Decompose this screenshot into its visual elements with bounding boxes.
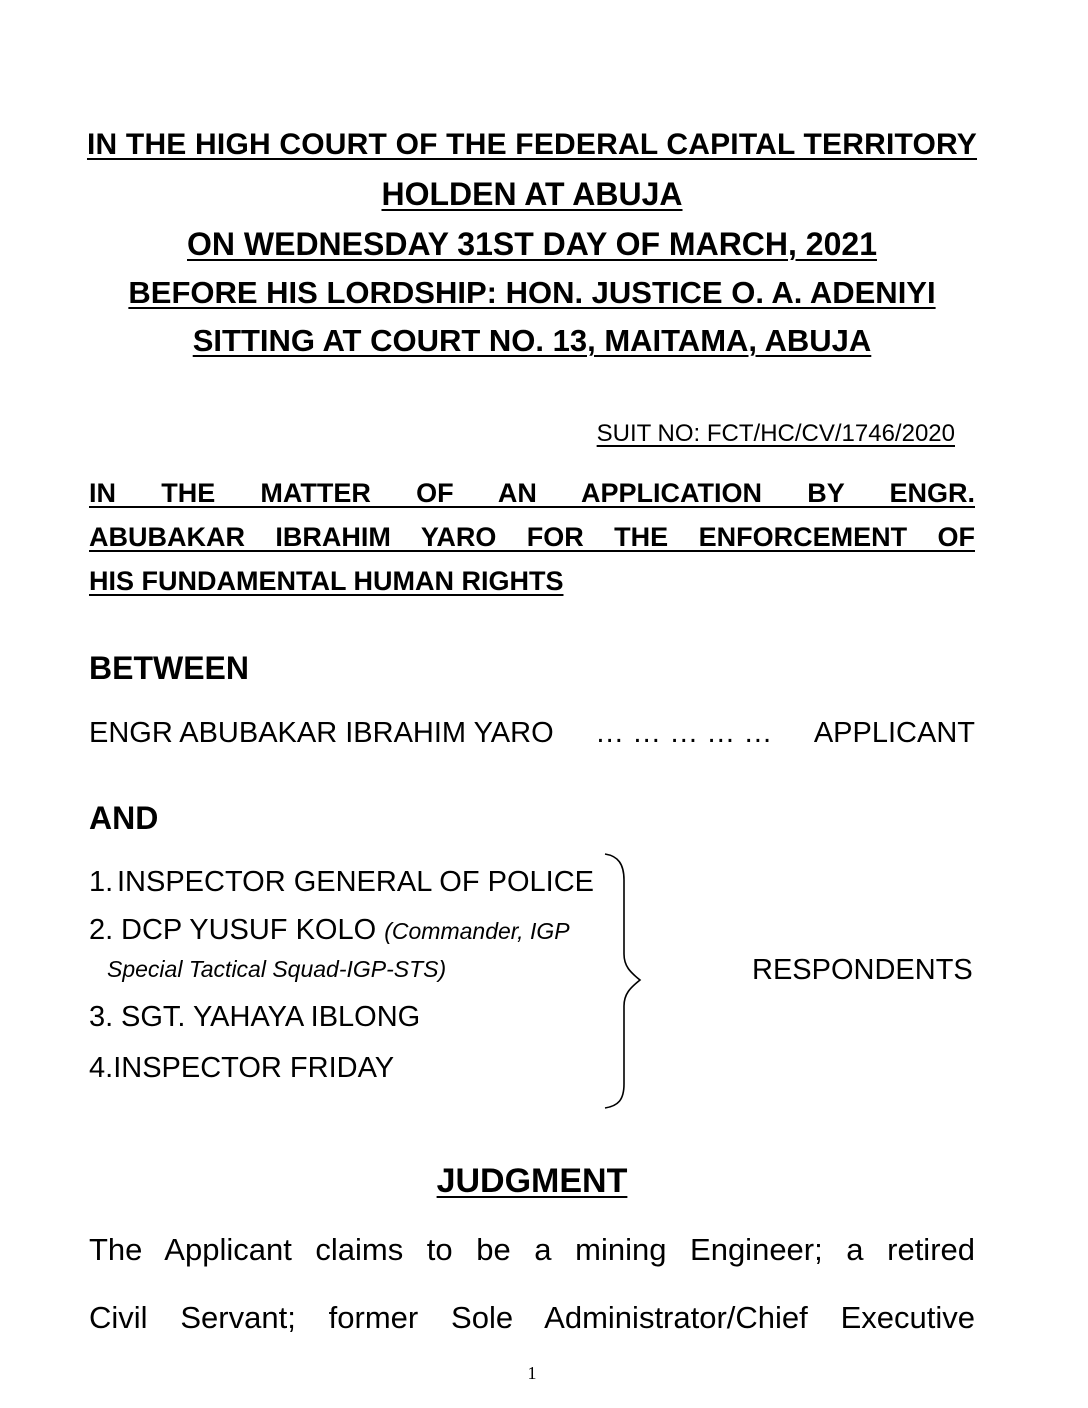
respondent-note: (Commander, IGP bbox=[384, 918, 570, 944]
respondent-name: SGT. YAHAYA IBLONG bbox=[121, 1001, 421, 1033]
respondent-number: 3. bbox=[89, 1001, 114, 1033]
court-title: IN THE HIGH COURT OF THE FEDERAL CAPITAL TERRITORY bbox=[86, 128, 978, 161]
respondent-2-note-continued: Special Tactical Squad-IGP-STS) bbox=[107, 956, 447, 982]
respondent-number: 2. bbox=[89, 914, 114, 946]
presiding-judge: BEFORE HIS LORDSHIP: HON. JUSTICE O. A. ADENIYI bbox=[128, 275, 936, 310]
respondent-2 bbox=[89, 914, 570, 947]
respondent-number: 1. bbox=[89, 866, 114, 898]
respondents-label: RESPONDENTS bbox=[752, 954, 973, 986]
respondent-name: INSPECTOR GENERAL OF POLICE bbox=[117, 866, 594, 898]
applicant-role: APPLICANT bbox=[813, 717, 975, 749]
respondent-1 bbox=[89, 866, 594, 899]
body-line-1: The Applicant claims to be a mining Engineer; a retired bbox=[89, 1232, 975, 1267]
matter-line-3: HIS FUNDAMENTAL HUMAN RIGHTS bbox=[89, 566, 564, 596]
applicant-name: ENGR ABUBAKAR IBRAHIM YARO bbox=[89, 717, 554, 749]
page-number: 1 bbox=[527, 1363, 537, 1383]
applicant-dots: … … … … … bbox=[595, 717, 773, 749]
applicant-line bbox=[89, 717, 975, 750]
respondent-name: DCP YUSUF KOLO bbox=[121, 914, 377, 946]
matter-line-1: IN THE MATTER OF AN APPLICATION BY ENGR. bbox=[89, 478, 975, 508]
respondent-3 bbox=[89, 1001, 420, 1034]
respondent-number: 4. bbox=[89, 1052, 114, 1084]
hearing-date: ON WEDNESDAY 31ST DAY OF MARCH, 2021 bbox=[187, 226, 877, 262]
suit-number: SUIT NO: FCT/HC/CV/1746/2020 bbox=[596, 420, 955, 447]
matter-line-2: ABUBAKAR IBRAHIM YARO FOR THE ENFORCEMENT OF bbox=[89, 522, 975, 552]
body-line-2: Civil Servant; former Sole Administrator/Chief Executive bbox=[89, 1300, 975, 1335]
between-label: BETWEEN bbox=[89, 650, 249, 686]
court-sitting: SITTING AT COURT NO. 13, MAITAMA, ABUJA bbox=[192, 323, 872, 358]
court-location: HOLDEN AT ABUJA bbox=[381, 176, 683, 212]
and-label: AND bbox=[89, 800, 159, 836]
judgment-title: JUDGMENT bbox=[436, 1162, 628, 1200]
respondent-4 bbox=[89, 1052, 394, 1085]
respondent-name: INSPECTOR FRIDAY bbox=[113, 1052, 395, 1084]
curly-brace-icon bbox=[600, 850, 660, 1112]
